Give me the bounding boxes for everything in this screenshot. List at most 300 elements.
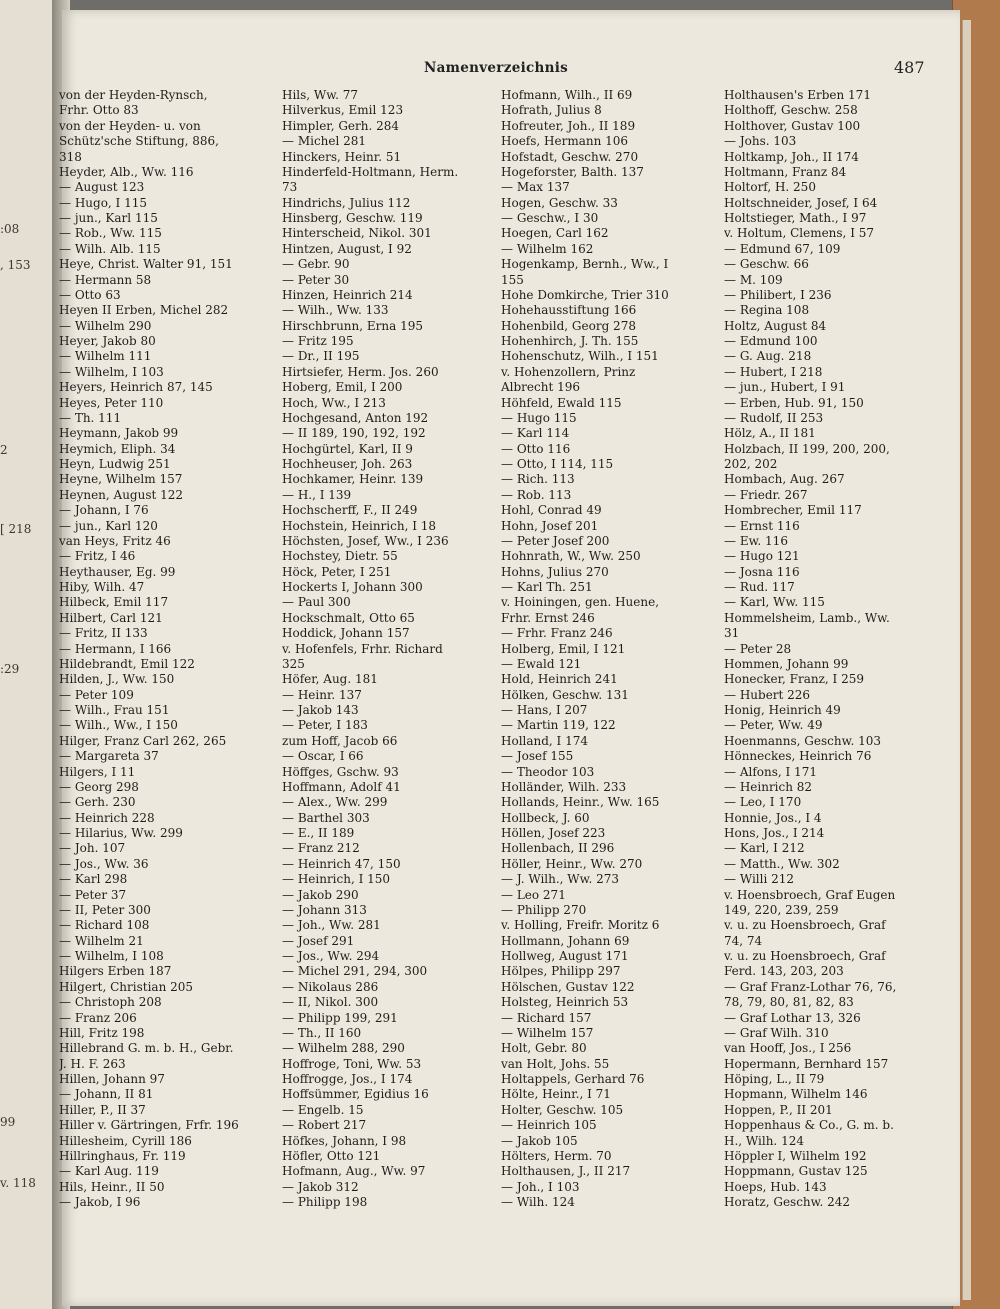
index-entry: Hill, Fritz 198 bbox=[59, 1025, 145, 1040]
index-entry: — Christoph 208 bbox=[59, 995, 162, 1010]
index-entry: — Nikolaus 286 bbox=[282, 979, 379, 994]
index-entry: — Frhr. Franz 246 bbox=[501, 626, 613, 641]
index-entry: Hommelsheim, Lamb., Ww. bbox=[724, 610, 890, 625]
index-entry: — Paul 300 bbox=[282, 595, 351, 610]
index-entry: Hoffsümmer, Egidius 16 bbox=[282, 1087, 429, 1102]
index-entry: Hollmann, Johann 69 bbox=[501, 933, 630, 948]
index-entry: Hoberg, Emil, I 200 bbox=[282, 380, 403, 395]
index-entry: — H., I 139 bbox=[282, 487, 352, 502]
index-entry: Holter, Geschw. 105 bbox=[501, 1102, 624, 1117]
index-entry: Hons, Jos., I 214 bbox=[724, 826, 825, 840]
index-entry: — Wilh. Alb. 115 bbox=[59, 241, 161, 256]
index-column-1 bbox=[59, 88, 259, 1210]
index-entry: v. Holtum, Clemens, I 57 bbox=[724, 226, 875, 241]
index-entry: — jun., Karl 120 bbox=[59, 518, 158, 533]
index-entry: — Hugo 121 bbox=[724, 549, 800, 564]
index-entry: Hollweg, August 171 bbox=[501, 949, 629, 963]
index-entry: Holtappels, Gerhard 76 bbox=[501, 1072, 645, 1086]
index-entry: v. u. zu Hoensbroech, Graf bbox=[724, 949, 886, 963]
index-entry: J. H. F. 263 bbox=[59, 1056, 126, 1071]
index-entry: — Martin 119, 122 bbox=[501, 718, 616, 733]
index-entry: Hildebrandt, Emil 122 bbox=[59, 656, 195, 671]
index-entry: — Hermann 58 bbox=[59, 272, 152, 287]
index-entry: Hilgers Erben 187 bbox=[59, 964, 172, 979]
index-entry: Schütz'sche Stiftung, 886, bbox=[59, 134, 219, 149]
previous-page-fragment: , 153 bbox=[0, 258, 31, 272]
index-entry: Hombrecher, Emil 117 bbox=[724, 503, 862, 518]
index-entry: — Ewald 121 bbox=[501, 656, 582, 671]
index-entry: Hollands, Heinr., Ww. 165 bbox=[501, 795, 660, 810]
index-entry: — Karl, I 212 bbox=[724, 841, 805, 856]
index-entry: — Josna 116 bbox=[724, 564, 800, 579]
index-entry: Hofreuter, Joh., II 189 bbox=[501, 118, 636, 133]
index-entry: — Michel 281 bbox=[282, 134, 367, 149]
index-entry: Hopermann, Bernhard 157 bbox=[724, 1056, 889, 1071]
index-entry: Heythauser, Eg. 99 bbox=[59, 564, 176, 579]
index-entry: — Fritz 195 bbox=[282, 334, 354, 348]
index-entry: Hoefs, Hermann 106 bbox=[501, 134, 629, 149]
index-entry: — Joh., I 103 bbox=[501, 1179, 580, 1194]
index-entry: — Peter 30 bbox=[282, 272, 350, 287]
index-entry: 202, 202 bbox=[724, 457, 778, 471]
index-entry: — Johs. 103 bbox=[724, 134, 797, 149]
index-entry: Hiby, Wilh. 47 bbox=[59, 580, 145, 594]
index-entry: — E., II 189 bbox=[282, 826, 355, 840]
index-entry: Hoppenhaus & Co., G. m. b. bbox=[724, 1118, 894, 1133]
index-entry: — Philipp 270 bbox=[501, 902, 587, 917]
previous-page-fragment: 2 bbox=[0, 443, 8, 457]
index-entry: — Graf Franz-Lothar 76, 76, bbox=[724, 979, 897, 994]
index-entry: Holland, I 174 bbox=[501, 733, 589, 748]
index-entry: 155 bbox=[501, 272, 524, 287]
index-entry: — Margareta 37 bbox=[59, 749, 159, 764]
index-entry: Hommen, Johann 99 bbox=[724, 656, 849, 671]
index-entry: Hohenbild, Georg 278 bbox=[501, 318, 636, 333]
page-number: 487 bbox=[894, 58, 925, 77]
index-entry: Hochgürtel, Karl, II 9 bbox=[282, 441, 413, 456]
index-entry: Holsteg, Heinrich 53 bbox=[501, 995, 629, 1010]
index-entry: — Philipp 199, 291 bbox=[282, 1010, 398, 1025]
index-entry: Hoppen, P., II 201 bbox=[724, 1102, 833, 1117]
page-stack-edge bbox=[962, 20, 971, 1300]
index-entry: Hillen, Johann 97 bbox=[59, 1072, 165, 1086]
index-entry: — Jakob, I 96 bbox=[59, 1195, 141, 1209]
index-entry: Heyder, Alb., Ww. 116 bbox=[59, 164, 194, 179]
index-entry: — Richard 157 bbox=[501, 1010, 592, 1025]
index-entry: Höchsten, Josef, Ww., I 236 bbox=[282, 533, 449, 548]
index-entry: 31 bbox=[724, 626, 740, 641]
index-entry: Höffges, Gschw. 93 bbox=[282, 764, 399, 779]
index-entry: Frhr. Ernst 246 bbox=[501, 610, 595, 625]
index-entry: Heyen II Erben, Michel 282 bbox=[59, 303, 229, 318]
index-entry: — Hilarius, Ww. 299 bbox=[59, 826, 183, 840]
index-entry: Höfler, Otto 121 bbox=[282, 1148, 381, 1163]
index-entry: Höhfeld, Ewald 115 bbox=[501, 395, 622, 410]
index-entry: Hofmann, Aug., Ww. 97 bbox=[282, 1164, 426, 1179]
index-entry: — jun., Hubert, I 91 bbox=[724, 380, 846, 395]
index-entry: — August 123 bbox=[59, 180, 145, 195]
index-entry: — Oscar, I 66 bbox=[282, 749, 364, 764]
index-entry: — Joh. 107 bbox=[59, 841, 126, 856]
index-column-3 bbox=[501, 88, 709, 1210]
index-entry: Hinzen, Heinrich 214 bbox=[282, 287, 413, 302]
index-entry: — Friedr. 267 bbox=[724, 487, 808, 502]
page-title: Namenverzeichnis bbox=[424, 60, 569, 76]
index-entry: Hilverkus, Emil 123 bbox=[282, 103, 404, 118]
index-entry: Hoffrogge, Jos., I 174 bbox=[282, 1072, 413, 1086]
index-entry: — Fritz, I 46 bbox=[59, 549, 136, 564]
index-entry: — Wilhelm, I 103 bbox=[59, 364, 164, 379]
index-entry: — Heinrich, I 150 bbox=[282, 872, 391, 887]
index-entry: — II, Peter 300 bbox=[59, 902, 151, 917]
index-entry: Hombach, Aug. 267 bbox=[724, 472, 845, 487]
index-entry: — Johann, I 76 bbox=[59, 503, 149, 518]
index-entry: Holthover, Gustav 100 bbox=[724, 118, 861, 133]
index-entry: Höfer, Aug. 181 bbox=[282, 672, 378, 687]
index-entry: Himpler, Gerh. 284 bbox=[282, 118, 400, 133]
index-entry: 74, 74 bbox=[724, 933, 763, 948]
index-entry: Holthausen, J., II 217 bbox=[501, 1164, 631, 1179]
index-entry: Hochgesand, Anton 192 bbox=[282, 410, 429, 425]
index-entry: Honnie, Jos., I 4 bbox=[724, 810, 822, 825]
index-entry: — Jakob 143 bbox=[282, 703, 359, 717]
index-entry: 78, 79, 80, 81, 82, 83 bbox=[724, 995, 854, 1010]
index-entry: — Ernst 116 bbox=[724, 518, 800, 533]
index-entry: Albrecht 196 bbox=[501, 380, 581, 395]
index-entry: Heyer, Jakob 80 bbox=[59, 334, 156, 348]
index-entry: — Dr., II 195 bbox=[282, 349, 360, 364]
index-entry: — Karl Th. 251 bbox=[501, 580, 593, 594]
index-entry: — Geschw. 66 bbox=[724, 257, 809, 272]
index-entry: — Rich. 113 bbox=[501, 472, 575, 487]
index-entry: — Heinrich 82 bbox=[724, 779, 813, 794]
index-entry: — Regina 108 bbox=[724, 303, 810, 318]
index-entry: — Richard 108 bbox=[59, 918, 150, 933]
index-entry: — Wilhelm 111 bbox=[59, 349, 152, 364]
index-entry: — Peter 28 bbox=[724, 641, 792, 656]
index-entry: — J. Wilh., Ww. 273 bbox=[501, 872, 620, 887]
index-entry: Heyers, Heinrich 87, 145 bbox=[59, 380, 213, 395]
index-entry: — Philibert, I 236 bbox=[724, 287, 832, 302]
previous-page-edge bbox=[0, 0, 59, 1309]
index-entry: — G. Aug. 218 bbox=[724, 349, 812, 364]
index-entry: — Robert 217 bbox=[282, 1118, 367, 1133]
index-entry: Frhr. Otto 83 bbox=[59, 103, 139, 118]
index-entry: Hilden, J., Ww. 150 bbox=[59, 672, 175, 687]
index-entry: v. Hoensbroech, Graf Eugen bbox=[724, 887, 896, 902]
index-entry: Heynen, August 122 bbox=[59, 487, 184, 502]
index-entry: — Joh., Ww. 281 bbox=[282, 918, 381, 933]
index-entry: Holzbach, II 199, 200, 200, bbox=[724, 441, 890, 456]
index-entry: Holberg, Emil, I 121 bbox=[501, 641, 626, 656]
index-entry: — Willi 212 bbox=[724, 872, 795, 887]
index-column-2 bbox=[282, 88, 492, 1210]
index-entry: — Rud. 117 bbox=[724, 580, 795, 594]
index-entry: Hohl, Conrad 49 bbox=[501, 503, 602, 518]
index-entry: Hölschen, Gustav 122 bbox=[501, 979, 635, 994]
index-entry: — Wilhelm 288, 290 bbox=[282, 1041, 405, 1056]
index-entry: Hogen, Geschw. 33 bbox=[501, 195, 618, 210]
index-entry: Heymann, Jakob 99 bbox=[59, 426, 179, 441]
index-entry: von der Heyden-Rynsch, bbox=[59, 88, 208, 102]
previous-page-fragment: 99 bbox=[0, 1115, 16, 1129]
index-entry: — Matth., Ww. 302 bbox=[724, 856, 840, 871]
index-entry: Hogenkamp, Bernh., Ww., I bbox=[501, 257, 669, 272]
index-entry: — Jos., Ww. 36 bbox=[59, 856, 149, 871]
index-entry: Hilgers, I 11 bbox=[59, 764, 136, 779]
index-entry: Honig, Heinrich 49 bbox=[724, 703, 841, 717]
index-entry: Höping, L., II 79 bbox=[724, 1072, 825, 1086]
index-entry: — Leo 271 bbox=[501, 887, 566, 902]
index-entry: Hilbeck, Emil 117 bbox=[59, 595, 169, 610]
index-entry: — Karl 298 bbox=[59, 872, 128, 887]
index-entry: Hils, Ww. 77 bbox=[282, 88, 359, 102]
index-entry: Heyes, Peter 110 bbox=[59, 395, 164, 410]
index-entry: Hohnrath, W., Ww. 250 bbox=[501, 549, 641, 564]
index-entry: Höfkes, Johann, I 98 bbox=[282, 1133, 407, 1148]
index-entry: — Geschw., I 30 bbox=[501, 211, 599, 225]
index-entry: — Karl Aug. 119 bbox=[59, 1164, 159, 1179]
index-entry: — Wilhelm 157 bbox=[501, 1025, 594, 1040]
index-entry: — Otto 116 bbox=[501, 441, 571, 456]
index-entry: Hönneckes, Heinrich 76 bbox=[724, 749, 872, 764]
index-entry: — Karl 114 bbox=[501, 426, 570, 441]
index-entry: — Michel 291, 294, 300 bbox=[282, 964, 428, 979]
index-entry: — Heinrich 105 bbox=[501, 1118, 597, 1133]
index-entry: Heye, Christ. Walter 91, 151 bbox=[59, 257, 233, 272]
index-entry: Hold, Heinrich 241 bbox=[501, 672, 618, 687]
index-entry: Holtorf, H. 250 bbox=[724, 180, 816, 195]
index-entry: Heyn, Ludwig 251 bbox=[59, 457, 171, 471]
index-entry: v. Hofenfels, Frhr. Richard bbox=[282, 641, 443, 656]
index-entry: Hohehausstiftung 166 bbox=[501, 303, 637, 318]
previous-page-fragment: [ 218 bbox=[0, 522, 32, 536]
index-entry: v. Hoiningen, gen. Huene, bbox=[501, 595, 660, 610]
index-entry: — Josef 291 bbox=[282, 933, 355, 948]
index-entry: Hilbert, Carl 121 bbox=[59, 610, 163, 625]
index-entry: — Rob., Ww. 115 bbox=[59, 226, 162, 241]
index-entry: van Heys, Fritz 46 bbox=[59, 533, 171, 548]
index-entry: Hochscherff, F., II 249 bbox=[282, 503, 418, 518]
index-entry: — Rudolf, II 253 bbox=[724, 410, 824, 425]
index-entry: Hoegen, Carl 162 bbox=[501, 226, 609, 241]
index-entry: — Fritz, II 133 bbox=[59, 626, 148, 641]
index-entry: — Johann, II 81 bbox=[59, 1087, 154, 1102]
index-entry: Hindrichs, Julius 112 bbox=[282, 195, 411, 210]
index-entry: — Gerh. 230 bbox=[59, 795, 136, 810]
index-entry: — Hermann, I 166 bbox=[59, 641, 172, 656]
index-entry: Hölte, Heinr., I 71 bbox=[501, 1087, 611, 1102]
index-entry: H., Wilh. 124 bbox=[724, 1133, 804, 1148]
index-entry: van Holt, Johs. 55 bbox=[501, 1056, 610, 1071]
index-entry: Hinderfeld-Holtmann, Herm. bbox=[282, 164, 459, 179]
index-entry: — Ew. 116 bbox=[724, 533, 788, 548]
index-entry: Holländer, Wilh. 233 bbox=[501, 779, 627, 794]
index-entry: Hoppmann, Gustav 125 bbox=[724, 1164, 868, 1179]
index-entry: — Peter Josef 200 bbox=[501, 533, 610, 548]
index-entry: Hoffmann, Adolf 41 bbox=[282, 779, 401, 794]
index-entry: Hils, Heinr., II 50 bbox=[59, 1179, 165, 1194]
index-entry: Hochheuser, Joh. 263 bbox=[282, 457, 413, 471]
index-entry: — Erben, Hub. 91, 150 bbox=[724, 395, 864, 410]
index-entry: — II 189, 190, 192, 192 bbox=[282, 426, 426, 441]
index-entry: Hohns, Julius 270 bbox=[501, 564, 609, 579]
index-entry: 73 bbox=[282, 180, 298, 195]
index-entry: — Jakob 290 bbox=[282, 887, 359, 902]
index-entry: Höppler I, Wilhelm 192 bbox=[724, 1148, 867, 1163]
index-entry: Holtkamp, Joh., II 174 bbox=[724, 149, 859, 164]
index-entry: — Jakob 312 bbox=[282, 1179, 359, 1194]
index-entry: — Jos., Ww. 294 bbox=[282, 949, 380, 963]
index-page bbox=[59, 10, 960, 1306]
index-entry: — Franz 212 bbox=[282, 841, 360, 856]
index-entry: — Otto, I 114, 115 bbox=[501, 457, 614, 471]
index-entry: — Rob. 113 bbox=[501, 487, 572, 502]
index-entry: Hogeforster, Balth. 137 bbox=[501, 164, 644, 179]
index-entry: Hilger, Franz Carl 262, 265 bbox=[59, 733, 227, 748]
running-header bbox=[62, 58, 960, 80]
index-entry: — Alex., Ww. 299 bbox=[282, 795, 388, 810]
index-entry: Hohn, Josef 201 bbox=[501, 518, 599, 533]
index-entry: Holtmann, Franz 84 bbox=[724, 164, 847, 179]
index-entry: Hopmann, Wilhelm 146 bbox=[724, 1087, 868, 1102]
index-entry: — Hubert 226 bbox=[724, 687, 811, 702]
index-entry: Höllen, Josef 223 bbox=[501, 826, 606, 840]
index-entry: — Hubert, I 218 bbox=[724, 364, 823, 379]
index-entry: Höller, Heinr., Ww. 270 bbox=[501, 856, 643, 871]
index-entry: Hohenhirch, J. Th. 155 bbox=[501, 334, 639, 348]
index-entry: — Peter 37 bbox=[59, 887, 127, 902]
index-entry: Ferd. 143, 203, 203 bbox=[724, 964, 844, 979]
index-entry: Höck, Peter, I 251 bbox=[282, 564, 392, 579]
index-entry: — Peter 109 bbox=[59, 687, 134, 702]
index-entry: Hiller v. Gärtringen, Frfr. 196 bbox=[59, 1118, 239, 1133]
index-entry: Heymich, Eliph. 34 bbox=[59, 441, 176, 456]
index-entry: Hillesheim, Cyrill 186 bbox=[59, 1133, 192, 1148]
index-entry: — Th. 111 bbox=[59, 410, 122, 425]
index-entry: — Karl, Ww. 115 bbox=[724, 595, 825, 610]
index-entry: — Johann 313 bbox=[282, 902, 367, 917]
index-entry: zum Hoff, Jacob 66 bbox=[282, 733, 398, 748]
index-entry: Holt, Gebr. 80 bbox=[501, 1041, 587, 1056]
index-entry: — Wilhelm 21 bbox=[59, 933, 144, 948]
index-entry: Hohenschutz, Wilh., I 151 bbox=[501, 349, 659, 364]
index-entry: Hofrath, Julius 8 bbox=[501, 103, 602, 118]
index-entry: — Wilhelm 162 bbox=[501, 241, 594, 256]
index-entry: Holthoff, Geschw. 258 bbox=[724, 103, 858, 118]
index-entry: Holtschneider, Josef, I 64 bbox=[724, 195, 878, 210]
index-entry: Hilgert, Christian 205 bbox=[59, 979, 194, 994]
index-entry: Horatz, Geschw. 242 bbox=[724, 1195, 851, 1209]
index-entry: Hoddick, Johann 157 bbox=[282, 626, 410, 641]
index-entry: — Peter, I 183 bbox=[282, 718, 368, 733]
index-entry: Hintzen, August, I 92 bbox=[282, 241, 412, 256]
index-entry: Hofmann, Wilh., II 69 bbox=[501, 88, 633, 102]
index-entry: Heyne, Wilhelm 157 bbox=[59, 472, 183, 487]
index-entry: Hölpes, Philipp 297 bbox=[501, 964, 621, 979]
index-entry: — Josef 155 bbox=[501, 749, 574, 764]
index-entry: — Max 137 bbox=[501, 180, 570, 195]
index-entry: Hofstadt, Geschw. 270 bbox=[501, 149, 639, 164]
index-entry: Holtstieger, Math., I 97 bbox=[724, 211, 867, 225]
previous-page-fragment: :08 bbox=[0, 222, 20, 236]
index-column-4 bbox=[724, 88, 934, 1210]
index-entry: Hillringhaus, Fr. 119 bbox=[59, 1148, 186, 1163]
index-entry: — Graf Lothar 13, 326 bbox=[724, 1010, 861, 1025]
index-entry: Hohe Domkirche, Trier 310 bbox=[501, 287, 669, 302]
index-entry: — Alfons, I 171 bbox=[724, 764, 817, 779]
index-entry: Hirtsiefer, Herm. Jos. 260 bbox=[282, 364, 439, 379]
index-entry: Hockerts I, Johann 300 bbox=[282, 580, 423, 594]
index-entry: v. u. zu Hoensbroech, Graf bbox=[724, 918, 886, 933]
index-entry: 318 bbox=[59, 149, 82, 164]
index-entry: v. Holling, Freifr. Moritz 6 bbox=[501, 918, 660, 933]
index-entry: 325 bbox=[282, 656, 305, 671]
index-entry: Hochstey, Dietr. 55 bbox=[282, 549, 398, 564]
index-entry: Hillebrand G. m. b. H., Gebr. bbox=[59, 1041, 234, 1056]
index-entry: — Georg 298 bbox=[59, 779, 139, 794]
index-entry: — Edmund 67, 109 bbox=[724, 241, 841, 256]
index-entry: — Theodor 103 bbox=[501, 764, 595, 779]
index-entry: — Edmund 100 bbox=[724, 334, 818, 348]
index-entry: — Wilh., Frau 151 bbox=[59, 703, 170, 717]
previous-page-fragment: :29 bbox=[0, 662, 20, 676]
index-entry: — Franz 206 bbox=[59, 1010, 137, 1025]
index-entry: — Leo, I 170 bbox=[724, 795, 802, 810]
previous-page-fragment: v. 118 bbox=[0, 1176, 36, 1190]
index-entry: Hockschmalt, Otto 65 bbox=[282, 610, 415, 625]
index-entry: Hollbeck, J. 60 bbox=[501, 810, 590, 825]
index-entry: — Wilh. 124 bbox=[501, 1195, 575, 1209]
index-entry: — Peter, Ww. 49 bbox=[724, 718, 823, 733]
index-entry: Hirschbrunn, Erna 195 bbox=[282, 318, 423, 333]
index-entry: Hoch, Ww., I 213 bbox=[282, 395, 386, 410]
index-entry: Holthausen's Erben 171 bbox=[724, 88, 871, 102]
index-entry: — Barthel 303 bbox=[282, 810, 370, 825]
index-entry: Hoffroge, Toni, Ww. 53 bbox=[282, 1056, 422, 1071]
index-entry: Holtz, August 84 bbox=[724, 318, 827, 333]
index-entry: — Gebr. 90 bbox=[282, 257, 350, 272]
index-entry: 149, 220, 239, 259 bbox=[724, 902, 839, 917]
index-entry: — Engelb. 15 bbox=[282, 1102, 364, 1117]
index-entry: Hiller, P., II 37 bbox=[59, 1102, 146, 1117]
index-entry: Hölters, Herm. 70 bbox=[501, 1148, 612, 1163]
index-entry: — Heinrich 228 bbox=[59, 810, 155, 825]
index-entry: — Hugo, I 115 bbox=[59, 195, 148, 210]
index-entry: — Otto 63 bbox=[59, 287, 121, 302]
index-entry: Hölz, A., II 181 bbox=[724, 426, 816, 441]
index-entry: — II, Nikol. 300 bbox=[282, 995, 379, 1010]
index-entry: — Hans, I 207 bbox=[501, 703, 588, 717]
index-entry: von der Heyden- u. von bbox=[59, 118, 201, 133]
index-entry: — Jakob 105 bbox=[501, 1133, 578, 1148]
index-entry: Honecker, Franz, I 259 bbox=[724, 672, 865, 687]
index-entry: — Th., II 160 bbox=[282, 1025, 362, 1040]
index-entry: Hollenbach, II 296 bbox=[501, 841, 615, 856]
index-entry: — Wilh., Ww., I 150 bbox=[59, 718, 178, 733]
index-entry: — jun., Karl 115 bbox=[59, 211, 158, 225]
index-entry: — Wilh., Ww. 133 bbox=[282, 303, 389, 318]
index-entry: Hochstein, Heinrich, I 18 bbox=[282, 518, 437, 533]
index-entry: — M. 109 bbox=[724, 272, 783, 287]
index-entry: van Hooff, Jos., I 256 bbox=[724, 1041, 852, 1056]
index-entry: Hinckers, Heinr. 51 bbox=[282, 149, 402, 164]
index-entry: Hölken, Geschw. 131 bbox=[501, 687, 629, 702]
index-entry: v. Hohenzollern, Prinz bbox=[501, 364, 636, 379]
index-entry: Hinsberg, Geschw. 119 bbox=[282, 211, 423, 225]
index-entry: — Philipp 198 bbox=[282, 1195, 368, 1209]
index-entry: Hinterscheid, Nikol. 301 bbox=[282, 226, 432, 241]
